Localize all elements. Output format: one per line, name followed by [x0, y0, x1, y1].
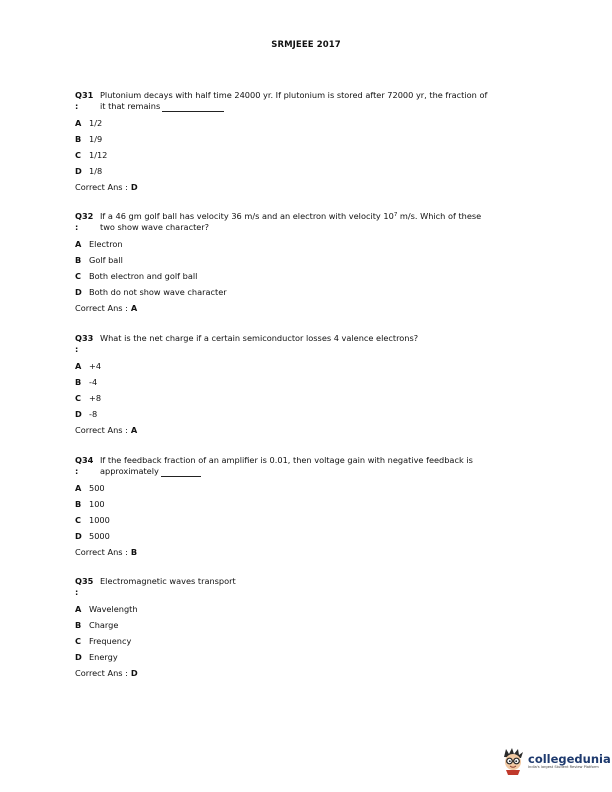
option-letter: A	[75, 361, 82, 372]
question-32	[75, 211, 545, 314]
question-number: Q34	[75, 455, 94, 465]
answer-blank	[162, 103, 224, 112]
collegedunia-logo[interactable]	[500, 746, 611, 776]
option-b[interactable]	[75, 253, 545, 269]
option-letter: D	[75, 286, 82, 297]
option-letter: A	[75, 239, 82, 250]
option-text: 1000	[89, 514, 110, 525]
option-text: Both electron and golf ball	[89, 270, 198, 281]
options-list	[75, 481, 545, 544]
option-c[interactable]	[75, 148, 545, 164]
question-text	[100, 211, 545, 222]
question-text: What is the net charge if a certain semiconductor losses 4 valence electrons?	[100, 333, 419, 343]
question-number: Q33	[75, 333, 94, 343]
options-list	[75, 237, 545, 300]
option-text: Energy	[89, 651, 118, 662]
option-letter: B	[75, 499, 82, 510]
option-text: Wavelength	[89, 604, 138, 615]
option-letter: B	[75, 377, 82, 388]
question-number: Q32	[75, 211, 94, 221]
option-c[interactable]	[75, 391, 545, 407]
option-letter: D	[75, 408, 82, 419]
answer-value: A	[130, 302, 138, 313]
option-letter: D	[75, 165, 82, 176]
correct-answer	[75, 424, 545, 436]
option-c[interactable]	[75, 634, 545, 650]
answer-label: Correct Ans :	[75, 546, 128, 557]
answer-blank	[161, 468, 201, 477]
question-33	[75, 333, 545, 436]
option-letter: D	[75, 651, 82, 662]
option-c[interactable]	[75, 269, 545, 285]
answer-value: B	[130, 546, 138, 557]
option-b[interactable]	[75, 497, 545, 513]
question-34	[75, 455, 545, 558]
option-text: 1/9	[89, 134, 103, 145]
option-text: Frequency	[89, 635, 132, 646]
option-letter: C	[75, 635, 82, 646]
option-text: Golf ball	[89, 255, 123, 266]
correct-answer	[75, 302, 545, 314]
options-list	[75, 602, 545, 665]
option-b[interactable]	[75, 132, 545, 148]
question-31	[75, 90, 545, 193]
superscript-exponent: 7	[393, 212, 398, 218]
option-a[interactable]	[75, 116, 545, 132]
question-text-cont: approximately	[100, 466, 159, 476]
option-text: 500	[89, 483, 105, 494]
option-d[interactable]	[75, 406, 545, 422]
option-text: -8	[89, 408, 98, 419]
option-text: +8	[89, 392, 102, 403]
correct-answer	[75, 181, 545, 193]
option-letter: D	[75, 530, 82, 541]
option-text: 1/2	[89, 118, 103, 129]
option-a[interactable]	[75, 602, 545, 618]
option-text: -4	[89, 377, 98, 388]
option-b[interactable]	[75, 375, 545, 391]
answer-value: D	[130, 181, 138, 192]
option-d[interactable]	[75, 284, 545, 300]
question-colon: :	[75, 101, 79, 111]
question-text: Plutonium decays with half time 24000 yr. If plutonium is stored after 72000 yr, the fraction of	[100, 90, 488, 100]
option-letter: B	[75, 620, 82, 631]
answer-label: Correct Ans :	[75, 181, 128, 192]
question-number: Q31	[75, 90, 94, 100]
option-text: Electron	[89, 239, 123, 250]
question-text-cont: it that remains	[100, 101, 161, 111]
option-text: 5000	[89, 530, 110, 541]
logo-name: collegedunia	[528, 751, 611, 766]
option-letter: C	[75, 514, 82, 525]
question-colon: :	[75, 587, 79, 597]
answer-label: Correct Ans :	[75, 424, 128, 435]
option-letter: C	[75, 149, 82, 160]
answer-value: A	[130, 424, 138, 435]
question-text-cont: two show wave character?	[100, 222, 210, 232]
option-letter: B	[75, 255, 82, 266]
question-colon: :	[75, 222, 79, 232]
question-35	[75, 576, 545, 679]
option-d[interactable]	[75, 528, 545, 544]
question-text-part: m/s. Which of these	[397, 211, 482, 221]
option-letter: A	[75, 604, 82, 615]
options-list	[75, 116, 545, 179]
answer-label: Correct Ans :	[75, 302, 128, 313]
question-colon: :	[75, 466, 79, 476]
option-c[interactable]	[75, 513, 545, 529]
options-list	[75, 359, 545, 422]
option-letter: B	[75, 134, 82, 145]
option-text: 1/8	[89, 165, 103, 176]
answer-label: Correct Ans :	[75, 667, 128, 678]
option-letter: A	[75, 118, 82, 129]
answer-value: D	[130, 667, 138, 678]
mascot-icon	[500, 747, 526, 775]
question-number: Q35	[75, 576, 94, 586]
question-text-part: If a 46 gm golf ball has velocity 36 m/s and an electron with velocity 10	[100, 211, 394, 221]
page-title: SRMJEEE 2017	[271, 40, 341, 50]
option-text: +4	[89, 361, 102, 372]
option-a[interactable]	[75, 237, 545, 253]
correct-answer	[75, 667, 545, 679]
option-b[interactable]	[75, 618, 545, 634]
question-text: Electromagnetic waves transport	[100, 576, 236, 586]
option-letter: C	[75, 392, 82, 403]
option-text: Charge	[89, 620, 119, 631]
logo-tagline: India's largest Student Review Platform	[528, 764, 599, 769]
option-d[interactable]	[75, 163, 545, 179]
question-colon: :	[75, 344, 79, 354]
option-a[interactable]	[75, 481, 545, 497]
question-text: If the feedback fraction of an amplifier is 0.01, then voltage gain with negative feedback is	[100, 455, 473, 465]
option-text: 1/12	[89, 149, 108, 160]
correct-answer	[75, 546, 545, 558]
option-letter: A	[75, 483, 82, 494]
option-a[interactable]	[75, 359, 545, 375]
option-letter: C	[75, 270, 82, 281]
option-text: Both do not show wave character	[89, 286, 227, 297]
option-d[interactable]	[75, 649, 545, 665]
option-text: 100	[89, 499, 105, 510]
